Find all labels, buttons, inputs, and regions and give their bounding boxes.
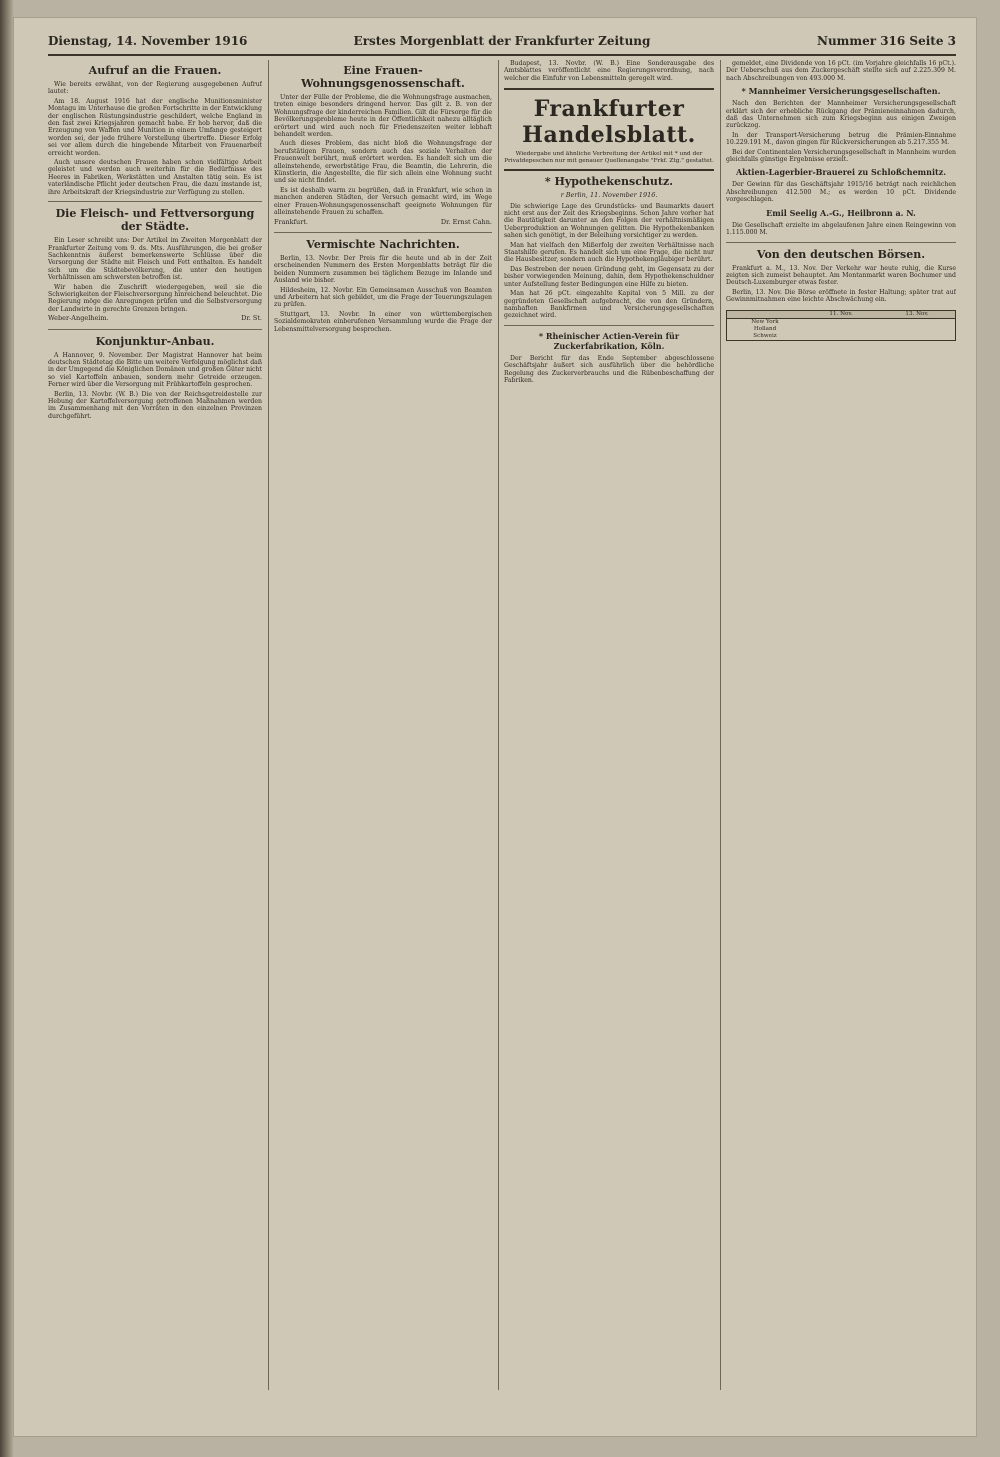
table-header-cell: 11. Nov. — [829, 310, 853, 317]
column-2 — [274, 60, 492, 1390]
handelsblatt-masthead — [504, 88, 714, 171]
article-title: * Mannheimer Versicherungsgesellschaften. — [741, 86, 941, 97]
page-header — [48, 30, 956, 56]
table-row — [727, 319, 955, 326]
divider — [48, 329, 262, 330]
article-title: Emil Seelig A.-G., Heilbronn a. N. — [766, 207, 916, 218]
divider — [48, 201, 262, 202]
divider — [274, 232, 492, 233]
exchange-rate-table — [726, 310, 956, 341]
section-tagline: Wiedergabe und ähnliche Verbreitung der Artikel mit * und der Privatdepeschen nur mit genauer Quellenangabe "Frkf. Ztg." gestattet. — [504, 151, 714, 165]
signature-place: Weber-Angelheim. — [48, 314, 109, 323]
article-dateline: r Berlin, 11. November 1916. — [560, 191, 658, 200]
table-header-row — [727, 311, 955, 319]
signature-line — [48, 315, 262, 322]
article-paragraph: Berlin, 13. Nov. Die Börse eröffnete in fester Haltung; später trat auf Gewinnmitnahmen eine leichte Abschwächung ein. — [726, 288, 956, 304]
signature-author: Dr. St. — [241, 314, 262, 323]
article-title: Aktien-Lagerbier-Brauerei zu Schloßchemnitz. — [735, 167, 947, 178]
article-paragraph: Frankfurt a. M., 13. Nov. Der Verkehr war heute ruhig, die Kurse zeigten sich zumeist behauptet. Am Montanmarkt waren Bochumer und Deutsch-Luxemburger etwas fester. — [726, 264, 956, 287]
divider — [726, 242, 956, 243]
header-paper-name: Erstes Morgenblatt der Frankfurter Zeitung — [353, 34, 651, 48]
article-paragraph: In der Transport-Versicherung betrug die Prämien-Einnahme 10.229.191 M., davon gingen für Rückversicherungen ab 5.217.355 M. — [726, 131, 956, 147]
article-paragraph: Bei der Continentalen Versicherungsgesellschaft in Mannheim wurden gleichfalls günstige Ergebnisse erzielt. — [726, 148, 956, 164]
table-row — [727, 333, 955, 340]
article-paragraph: Die Gesellschaft erzielte im abgelaufenen Jahre einen Reingewinn von 1.115.000 M. — [726, 221, 956, 237]
column-1 — [48, 60, 262, 1390]
article-paragraph: Man hat vielfach den Mißerfolg der zweiten Verhältnisse nach Staatshilfe gerufen. Es handelt sich um eine Frage, die nicht nur die Hausbesitzer, sondern auch die Hypothekengläubiger berührt. — [504, 241, 714, 264]
article-paragraph: Nach den Berichten der Mannheimer Versicherungsgesellschaft erklärt sich der erhebliche Rückgang der Prämieneinnahmen dadurch, daß das Unternehmen sich zum Kriegsbeginn aus einigen Zweigen zurückzog. — [726, 100, 956, 130]
article-paragraph: Es ist deshalb warm zu begrüßen, daß in Frankfurt, wie schon in manchen anderen Städten, der Versuch gemacht wird, im Wege einer Frauen-Wohnungsgenossenschaft geeignete Wohnungen für alleinstehende Frauen zu schaffen. — [274, 186, 492, 217]
table-cell: New York — [751, 318, 779, 325]
article-paragraph: A Hannover, 9. November. Der Magistrat Hannover hat beim deutschen Städtetag die Bitte um weitere Verfolgung möglichst daß in der Umgegend die Königlichen Domänen und großen Güter nicht so viel Kartoffeln anbauen, sondern mehr Getreide erzeugen. Ferner wird über die Versorgung mit Frühkartoffeln gesprochen. — [48, 351, 262, 389]
column-rule — [268, 60, 269, 1390]
article-paragraph: Budapest, 13. Novbr. (W. B.) Eine Sonderausgabe des Amtsblattes veröffentlicht eine Regierungsverordnung, nach welcher die Einfuhr von Lebensmitteln geregelt wird. — [504, 60, 714, 82]
article-paragraph: Auch dieses Problem, das nicht bloß die Wohnungsfrage der berufstätigen Frauen, sondern auch das soziale Verhalten der Frauenwelt berührt, muß erörtert werden. Es handelt sich um die alleinstehende, erwerbstätige Frau, die Beamtin, die Lehrerin, die Künstlerin, die Angestellte, die für sich allein eine Wohnung sucht und sie nicht findet. — [274, 140, 492, 185]
article-title: Konjunktur-Anbau. — [95, 334, 215, 348]
article-paragraph: Am 18. August 1916 hat der englische Munitionsminister Montagu im Unterhause die großen Fortschritte in der Entwicklung der englischen Rüstungsindustrie geschildert, welche England in den fast zwei Kriegsjahren gemacht habe. Er hob hervor, daß die Erzeugung von Waffen und Munition in einem Umfange gesteigert worden sei, der jede frühere Vorstellung übertreffe. Dieser Erfolg sei vor allem durch die hingebende Mitarbeit von Frauenarbeit erreicht worden. — [48, 97, 262, 157]
column-3 — [504, 60, 714, 1390]
article-paragraph: Man hat 26 pCt. eingezahlte Kapital von 5 Mill. zu der gegründeten Gesellschaft aufgebracht, die von den Gründern, namhaften Bankfirmen und Versicherungsgesellschaften gezeichnet wird. — [504, 290, 714, 320]
divider — [504, 325, 714, 326]
article-paragraph: Auch unsere deutschen Frauen haben schon vielfältige Arbeit geleistet und werden auch weiterhin für die Bedürfnisse des Heeres in Fabriken, Werkstätten und Anstalten tätig sein. Es ist vaterländische Pflicht jeder deutschen Frau, die dazu imstande ist, ihre Arbeitskraft der Kriegsindustrie zur Verfügung zu stellen. — [48, 159, 262, 196]
column-rule — [498, 60, 499, 1390]
article-paragraph: Wir haben die Zuschrift wiedergegeben, weil sie die Schwierigkeiten der Fleischversorgung hinreichend beleuchtet. Die Regierung möge die Anregungen prüfen und die Selbstversorgung der Landwirte in gerechte Grenzen bringen. — [48, 283, 262, 313]
header-page-number: Nummer 316 Seite 3 — [816, 34, 956, 48]
article-paragraph: Das Bestreben der neuen Gründung geht, im Gegensatz zu der bisher vorwiegenden Meinung, dahin, dem Hypothekenschuldner unter Aufstellung fester Bedingungen eine Hilfe zu bieten. — [504, 265, 714, 288]
article-paragraph: Wie bereits erwähnt, von der Regierung ausgegebenen Aufruf lautet: — [48, 81, 262, 96]
header-date: Dienstag, 14. November 1916 — [48, 34, 248, 48]
article-paragraph: Ein Leser schreibt uns: Der Artikel im Zweiten Morgenblatt der Frankfurter Zeitung vom 9. ds. Mts. Ausführungen, die bei großer Sachkenntnis äußerst bemerkenswerte Schlüsse über die Versorgung der Städte mit Fleisch und Fett enthalten. Es handelt sich um die Städtebevölkerung, die unter den heutigen Verhältnissen am schwersten betroffen ist. — [48, 237, 262, 282]
binding-edge — [0, 0, 14, 1457]
article-title: Vermischte Nachrichten. — [306, 237, 460, 251]
article-paragraph: Berlin, 13. Novbr. Der Preis für die heute und ab in der Zeit erscheinenden Nummern des Ersten Morgenblatts beträgt für die beiden Nummern zusammen bei täglichem Bezuge im Inlande und Ausland wie bisher. — [274, 254, 492, 285]
article-paragraph: gemeldet, eine Dividende von 16 pCt. (im Vorjahre gleichfalls 16 pCt.). Der Ueberschuß aus dem Zuckergeschäft stellte sich auf 2.225.309 M. nach Abschreibungen von 493.000 M. — [726, 60, 956, 82]
article-paragraph: Der Gewinn für das Geschäftsjahr 1915/16 beträgt nach reichlichen Abschreibungen 412.500 M.; es werden 10 pCt. Dividende vorgeschlagen. — [726, 181, 956, 204]
signature-line — [274, 219, 492, 226]
article-paragraph: Hildesheim, 12. Novbr. Ein Gemeinsamen Ausschuß von Beamten und Arbeitern hat sich gebildet, um die Frage der Teuerungszulagen zu prüfen. — [274, 286, 492, 309]
table-cell: Schweiz — [753, 332, 777, 339]
table-header-cell — [727, 311, 803, 318]
column-rule — [720, 60, 721, 1390]
article-paragraph: Der Bericht für das Ende September abgeschlossene Geschäftsjahr äußert sich ausführlich über die behördliche Regelung des Zuckerverbrauchs und die Rübenbeschaffung der Fabriken. — [504, 354, 714, 384]
article-paragraph: Stuttgart, 13. Novbr. In einer von württembergischen Sozialdemokraten einberufenen Versammlung wurde die Frage der Lebensmittelversorgung besprochen. — [274, 310, 492, 333]
article-title: Die Fleisch- und Fettversorgung der Städte. — [55, 207, 255, 234]
table-row — [727, 326, 955, 333]
article-title: Von den deutschen Börsen. — [756, 247, 926, 261]
article-paragraph: Berlin, 13. Novbr. (W. B.) Die von der Reichsgetreidestelle zur Hebung der Kartoffelversorgung getroffenen Maßnahmen werden im Zusammenhang mit den Vorräten in den einzelnen Provinzen durchgeführt. — [48, 390, 262, 420]
table-cell: Holland — [753, 325, 777, 332]
signature-place: Frankfurt. — [274, 217, 308, 226]
article-title: Eine Frauen-Wohnungsgenossenschaft. — [301, 64, 465, 90]
article-title: Aufruf an die Frauen. — [88, 64, 222, 77]
table-header-cell: 13. Nov. — [905, 310, 929, 317]
article-paragraph: Unter der Fülle der Probleme, die die Wohnungsfrage ausmachen, treten einige besonders dringend hervor. Das gilt z. B. von der Wohnungsfrage der kinderreichen Familien. Gilt die Fürsorge für die Bevölkerungsprobleme heute in der Öffentlichkeit nahezu alltäglich erörtert und wird auch noch für Friedenszeiten weiter lebhaft behandelt werden. — [274, 94, 492, 139]
article-title: * Hypothekenschutz. — [544, 175, 674, 189]
article-paragraph: Die schwierige Lage des Grundstücks- und Baumarkts dauert nicht erst aus der Zeit des Kriegsbeginns. Schon Jahre vorher hat die Bautätigkeit darunter an den Folgen der verhältnismäßigen Ueberproduktion an Wohnungen gelitten. Die Hypothekenbanken sahen sich genötigt, in der Beleihung vorsichtiger zu werden. — [504, 202, 714, 240]
section-title: Frankfurter Handelsblatt. — [522, 96, 696, 149]
signature-author: Dr. Ernst Cahn. — [440, 217, 492, 226]
article-title: * Rheinischer Actien-Verein für Zuckerfabrikation, Köln. — [538, 330, 680, 351]
column-4 — [726, 60, 956, 1390]
